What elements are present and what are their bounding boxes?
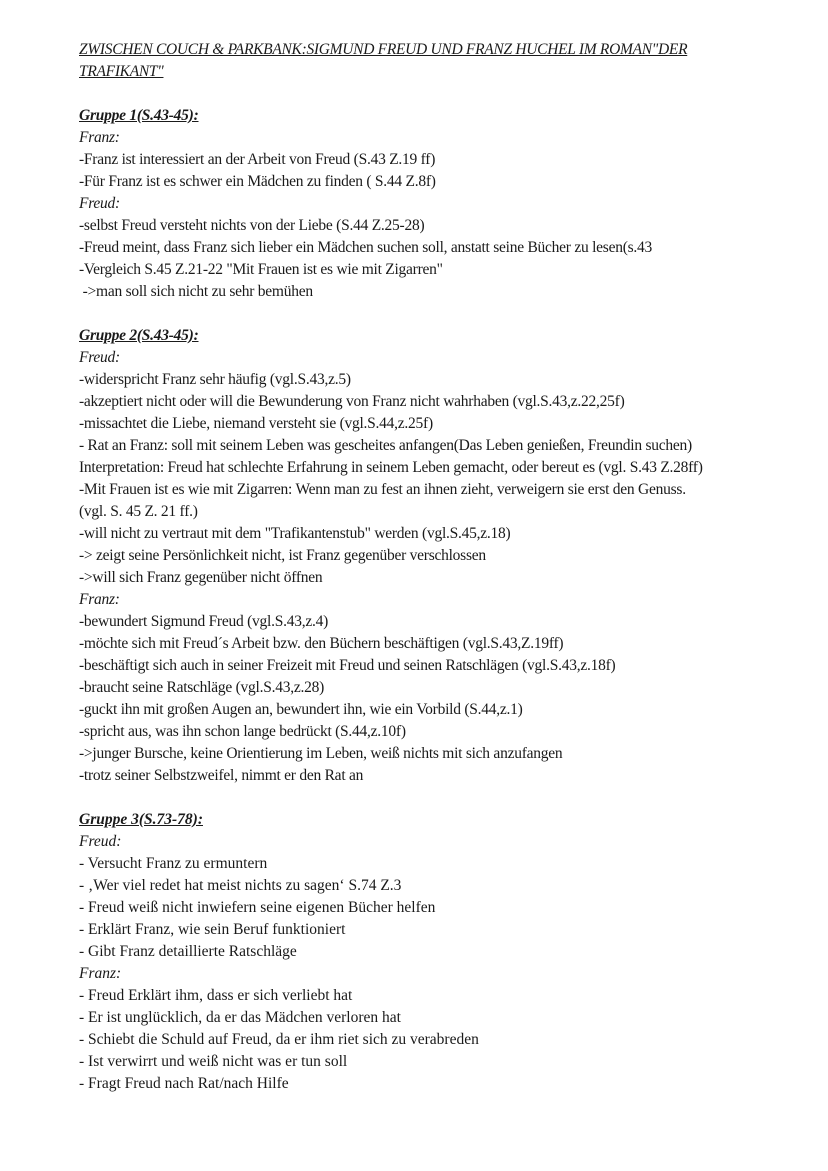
text-line: ->junger Bursche, keine Orientierung im Leben, weiß nichts mit sich anzufangen (79, 745, 563, 762)
text-line: -Mit Frauen ist es wie mit Zigarren: Wenn man zu fest an ihnen zieht, verweigern sie erst den Genuss. (79, 481, 686, 498)
text-line: -selbst Freud versteht nichts von der Liebe (S.44 Z.25-28) (79, 217, 425, 234)
document-title (79, 39, 799, 83)
text-line: -will nicht zu vertraut mit dem "Trafikantenstub" werden (vgl.S.45,z.18) (79, 525, 511, 542)
text-line: - Versucht Franz zu ermuntern (79, 855, 268, 872)
text-line: - Fragt Freud nach Rat/nach Hilfe (79, 1075, 289, 1092)
character-label: Franz: (79, 129, 120, 146)
group-section (79, 325, 799, 787)
text-line: (vgl. S. 45 Z. 21 ff.) (79, 503, 198, 520)
text-line: -beschäftigt sich auch in seiner Freizeit mit Freud und seinen Ratschlägen (vgl.S.43,z.18f) (79, 657, 616, 674)
text-line: - ‚Wer viel redet hat meist nichts zu sagen‘ S.74 Z.3 (79, 877, 402, 894)
text-line: -spricht aus, was ihn schon lange bedrückt (S.44,z.10f) (79, 723, 406, 740)
text-line: - Ist verwirrt und weiß nicht was er tun soll (79, 1053, 348, 1070)
text-line: -Freud meint, dass Franz sich lieber ein Mädchen suchen soll, anstatt seine Bücher zu lesen(s.43 (79, 239, 653, 256)
group-heading: Gruppe 1(S.43-45): (79, 107, 199, 124)
group-section (79, 105, 799, 303)
text-line: -trotz seiner Selbstzweifel, nimmt er den Rat an (79, 767, 364, 784)
text-line: -> zeigt seine Persönlichkeit nicht, ist Franz gegenüber verschlossen (79, 547, 486, 564)
text-line: - Er ist unglücklich, da er das Mädchen verloren hat (79, 1009, 401, 1026)
text-line: -braucht seine Ratschläge (vgl.S.43,z.28) (79, 679, 324, 696)
text-line: - Erklärt Franz, wie sein Beruf funktioniert (79, 921, 346, 938)
group-heading: Gruppe 3(S.73-78): (79, 811, 203, 828)
text-line: -bewundert Sigmund Freud (vgl.S.43,z.4) (79, 613, 328, 630)
text-line: -widerspricht Franz sehr häufig (vgl.S.43,z.5) (79, 371, 351, 388)
text-line: -missachtet die Liebe, niemand versteht sie (vgl.S.44,z.25f) (79, 415, 433, 432)
title-line: ZWISCHEN COUCH & PARKBANK:SIGMUND FREUD UND FRANZ HUCHEL IM ROMAN"DER (79, 41, 688, 58)
text-line: ->man soll sich nicht zu sehr bemühen (79, 283, 313, 300)
character-label: Freud: (79, 349, 120, 366)
text-line: -Vergleich S.45 Z.21-22 "Mit Frauen ist es wie mit Zigarren" (79, 261, 443, 278)
text-line: Interpretation: Freud hat schlechte Erfahrung in seinem Leben gemacht, oder bereut es (vgl. S.43 Z.28ff) (79, 459, 703, 476)
document-page (79, 39, 799, 1095)
text-line: - Gibt Franz detaillierte Ratschläge (79, 943, 297, 960)
group-section (79, 809, 799, 1095)
text-line: ->will sich Franz gegenüber nicht öffnen (79, 569, 323, 586)
character-label: Franz: (79, 965, 122, 982)
group-heading: Gruppe 2(S.43-45): (79, 327, 199, 344)
groups-container (79, 105, 799, 1095)
text-line: - Schiebt die Schuld auf Freud, da er ihm riet sich zu verabreden (79, 1031, 479, 1048)
character-label: Franz: (79, 591, 120, 608)
character-label: Freud: (79, 833, 122, 850)
title-line: TRAFIKANT" (79, 63, 164, 80)
text-line: - Rat an Franz: soll mit seinem Leben was gescheites anfangen(Das Leben genießen, Freundin suchen) (79, 437, 692, 454)
text-line: -akzeptiert nicht oder will die Bewunderung von Franz nicht wahrhaben (vgl.S.43,z.22,25f) (79, 393, 625, 410)
text-line: -möchte sich mit Freud´s Arbeit bzw. den Büchern beschäftigen (vgl.S.43,Z.19ff) (79, 635, 564, 652)
text-line: -Für Franz ist es schwer ein Mädchen zu finden ( S.44 Z.8f) (79, 173, 436, 190)
text-line: -Franz ist interessiert an der Arbeit von Freud (S.43 Z.19 ff) (79, 151, 436, 168)
text-line: - Freud Erklärt ihm, dass er sich verliebt hat (79, 987, 353, 1004)
text-line: - Freud weiß nicht inwiefern seine eigenen Bücher helfen (79, 899, 436, 916)
character-label: Freud: (79, 195, 120, 212)
text-line: -guckt ihn mit großen Augen an, bewundert ihn, wie ein Vorbild (S.44,z.1) (79, 701, 523, 718)
